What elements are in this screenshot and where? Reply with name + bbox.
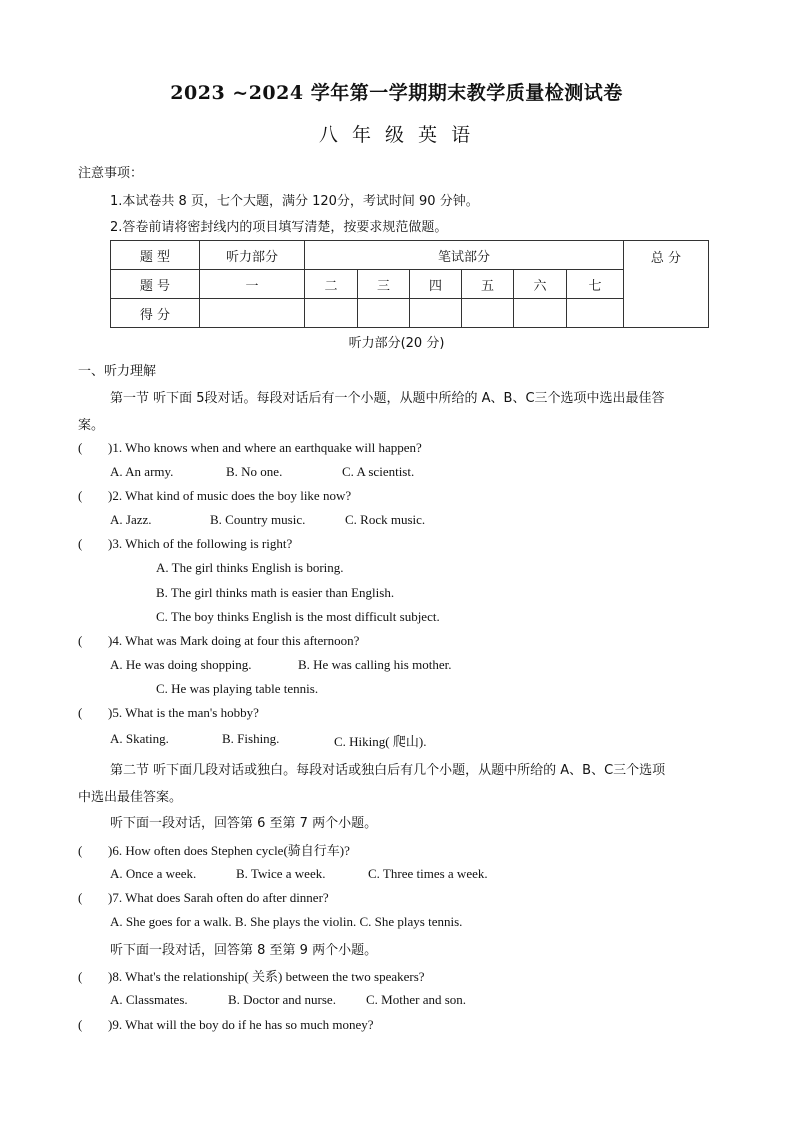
q1-option-a: A. An army.: [110, 464, 174, 479]
q2-option-b: B. Country music.: [210, 512, 306, 527]
section2-intro-cont: 中选出最佳答案。: [78, 790, 183, 805]
answer-blank-7[interactable]: (: [78, 890, 83, 905]
q6-option-a: A. Once a week.: [110, 866, 197, 881]
q2-option-a: A. Jazz.: [110, 512, 152, 527]
section2-intro: 第二节 听下面几段对话或独白。每段对话或独白后有几个小题，从题中所给的 A、B、C三个选项: [110, 763, 666, 778]
question-4: [78, 633, 359, 649]
q1-option-b: B. No one.: [226, 464, 283, 479]
score-table-col-3: 三: [358, 270, 410, 299]
exam-title: 2023 ~2024 学年第一学期期末教学质量检测试卷: [170, 82, 623, 104]
score-cell-5[interactable]: [462, 299, 514, 328]
score-table-score-label: 得 分: [111, 299, 200, 328]
score-cell-7[interactable]: [567, 299, 624, 328]
answer-blank-6[interactable]: (: [78, 843, 83, 858]
question-9-stem: )9. What will the boy do if he has so much money?: [108, 1017, 374, 1032]
score-table-written-header: 笔试部分: [305, 241, 624, 270]
section1-intro-cont: 案。: [78, 418, 105, 433]
question-2-stem: )2. What kind of music does the boy like now?: [108, 488, 352, 503]
q3-option-a: A. The girl thinks English is boring.: [156, 560, 344, 575]
question-3: [78, 536, 292, 552]
score-cell-3[interactable]: [358, 299, 410, 328]
score-table-listening-header: 听力部分: [200, 241, 305, 270]
exam-subtitle: 八 年 级 英 语: [318, 124, 475, 146]
question-6-stem: )6. How often does Stephen cycle(骑自行车)?: [108, 843, 350, 858]
score-table-number-label: 题 号: [111, 270, 200, 299]
score-cell-2[interactable]: [305, 299, 358, 328]
listening-section-header: 听力部分(20 分): [348, 336, 445, 351]
q5-option-a: A. Skating.: [110, 731, 169, 746]
q1-option-c: C. A scientist.: [342, 464, 415, 479]
note-item-2: 2.答卷前请将密封线内的项目填写清楚，按要求规范做题。: [110, 220, 448, 235]
score-cell-6[interactable]: [514, 299, 567, 328]
question-8: [78, 966, 425, 985]
listen-instruction-8-9: 听下面一段对话，回答第 8 至第 9 两个小题。: [110, 943, 378, 958]
q8-option-c: C. Mother and son.: [366, 992, 467, 1007]
score-table: [110, 240, 709, 328]
q2-option-c: C. Rock music.: [345, 512, 426, 527]
answer-blank-2[interactable]: (: [78, 488, 83, 503]
q4-option-a: A. He was doing shopping.: [110, 657, 252, 672]
question-4-stem: )4. What was Mark doing at four this afternoon?: [108, 633, 360, 648]
q3-option-b: B. The girl thinks math is easier than English.: [156, 585, 395, 600]
question-7-stem: )7. What does Sarah often do after dinner?: [108, 890, 329, 905]
question-5: [78, 705, 259, 721]
answer-blank-5[interactable]: (: [78, 705, 83, 720]
score-table-col-4: 四: [410, 270, 462, 299]
question-2: [78, 488, 351, 504]
question-5-stem: )5. What is the man's hobby?: [108, 705, 259, 720]
note-item-1: 1.本试卷共 8 页，七个大题，满分 120分，考试时间 90 分钟。: [110, 194, 479, 209]
score-table-col-5: 五: [462, 270, 514, 299]
score-table-type-label: 题 型: [111, 241, 200, 270]
listen-instruction-6-7: 听下面一段对话，回答第 6 至第 7 两个小题。: [110, 816, 378, 831]
score-table-col-6: 六: [514, 270, 567, 299]
score-table-col-2: 二: [305, 270, 358, 299]
question-8-stem: )8. What's the relationship( 关系) between the two speakers?: [108, 969, 425, 984]
section1-intro: 第一节 听下面 5段对话。每段对话后有一个小题，从题中所给的 A、B、C三个选项中选出最佳答: [110, 391, 665, 406]
answer-blank-9[interactable]: (: [78, 1017, 83, 1032]
q4-option-c: C. He was playing table tennis.: [156, 681, 319, 696]
q7-options: A. She goes for a walk. B. She plays the violin. C. She plays tennis.: [110, 914, 463, 929]
q6-option-b: B. Twice a week.: [236, 866, 326, 881]
score-table-col-7: 七: [567, 270, 624, 299]
score-cell-4[interactable]: [410, 299, 462, 328]
part1-heading: 一、听力理解: [78, 364, 157, 379]
score-table-total-header: 总 分: [624, 241, 709, 328]
question-6: [78, 840, 350, 859]
question-9: [78, 1017, 373, 1033]
q5-option-b: B. Fishing.: [222, 731, 280, 746]
answer-blank-8[interactable]: (: [78, 969, 83, 984]
question-3-stem: )3. Which of the following is right?: [108, 536, 293, 551]
q3-option-c: C. The boy thinks English is the most difficult subject.: [156, 609, 440, 624]
question-1-stem: )1. Who knows when and where an earthquake will happen?: [108, 440, 422, 455]
score-cell-1[interactable]: [200, 299, 305, 328]
question-7: [78, 890, 329, 906]
notes-heading: 注意事项：: [78, 166, 144, 181]
q8-option-b: B. Doctor and nurse.: [228, 992, 336, 1007]
q8-option-a: A. Classmates.: [110, 992, 188, 1007]
answer-blank-4[interactable]: (: [78, 633, 83, 648]
question-1: [78, 440, 422, 456]
q4-option-b: B. He was calling his mother.: [298, 657, 452, 672]
q5-option-c: C. Hiking( 爬山).: [334, 734, 427, 749]
answer-blank-3[interactable]: (: [78, 536, 83, 551]
answer-blank-1[interactable]: (: [78, 440, 83, 455]
score-table-col-1: 一: [200, 270, 305, 299]
q6-option-c: C. Three times a week.: [368, 866, 488, 881]
